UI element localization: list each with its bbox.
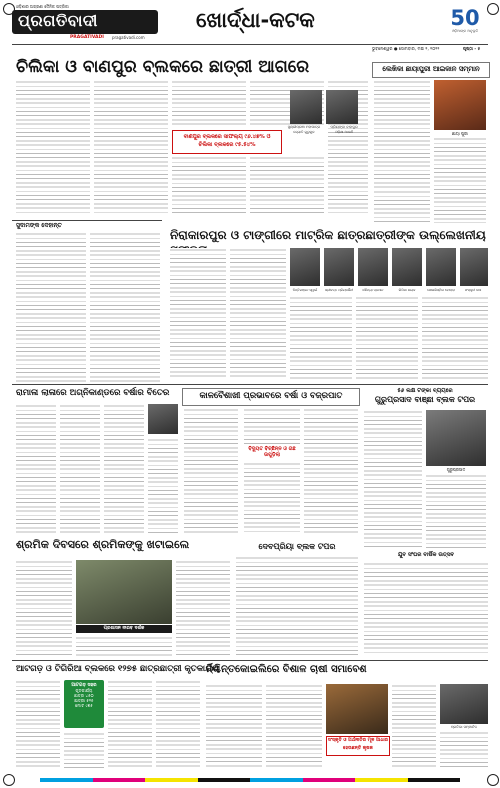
lead-photo-2-subcaption: ଓଡ଼ିଶା ଆଦର୍ଶ: [335, 130, 353, 134]
nirakarpur-body-col5: [422, 296, 488, 380]
lead-body-col3b: [172, 156, 246, 216]
market-headline: ରାମାଳା ଲାଳାରେ ଅଗ୍ନିକାଣ୍ଡରେ ବର୍ଷାର ବିତେର: [16, 388, 170, 398]
logo-text: ପ୍ରଗତିବାଦୀ: [18, 11, 98, 30]
author-body-col1: [374, 80, 430, 188]
lead-photo-2-caption: ପ୍ରିୟଙ୍କା ବାହାଦୁର: [330, 125, 358, 129]
lead-highlight-text: ବାଣପୁର ବ୍ଲକରେ ସାଫଲ୍ୟ ୯୬.୪୭% ଓ ଚିଲିକା ବ୍ଲକରେ ୯୫.୫୪%: [183, 134, 271, 148]
lead-headline: ଚିଲିକା ଓ ବାଣପୁର ବ୍ଲକରେ ଛାତ୍ରୀ ଆଗରେ: [16, 57, 310, 77]
nirakarpur-body-col3: [290, 296, 352, 380]
stats-box: [64, 680, 104, 728]
website: pragativadi.com: [112, 35, 145, 40]
anniversary-number: 50: [450, 6, 480, 30]
student-name-caption: ସଂସ୍କୃତୀ ଦାସ: [464, 288, 482, 292]
farmer-body-col2: [266, 684, 322, 768]
devapriya-body: [236, 556, 358, 656]
dateline: ଭୁବନେଶ୍ୱର ● ସୋମବାର, ମଇ ୨, ୨୦୨୨: [372, 46, 440, 51]
bottom-left-headline: ଆଟଗଡ଼ ଓ ଟିଗିରିଆ ବ୍ଲକରେ ୧୨୭୫ ଛାତ୍ରଛାତ୍ରୀ କୃତକାର୍ଯ୍ୟ: [16, 664, 219, 674]
labour-headline: ଶ୍ରମିକ ଦିବସରେ ଶ୍ରମିକଙ୍କୁ ଖଟାଇଲେ: [16, 538, 190, 551]
lead-body-col3: [172, 80, 246, 128]
labour-caption: ପ୍ରଶାସନ ନୀରବ ଦର୍ଶକ: [103, 626, 145, 631]
color-registration-strip: [40, 778, 460, 782]
storm-subheadline: ବିଦ୍ୟୁତ ବିଚ୍ଛିନ୍ନ ଓ ଗଛ ଉପୁଡ଼ିଲା: [248, 446, 296, 458]
stats-line: କୃତକାର୍ଯ୍ୟ: [75, 688, 93, 693]
short-body-col1: [16, 232, 86, 382]
labour-body-col3: [176, 560, 230, 656]
lead-photo-1-caption: ସୁଶ୍ରୀପ୍ରଜ୍ଞା ମହାପାତ୍ର: [287, 125, 321, 129]
student-name-caption: ଲିପିକା ନାୟକ: [398, 288, 416, 292]
student-photo: [324, 248, 354, 286]
registration-mark: [487, 774, 499, 786]
school-headline-block: [362, 388, 488, 405]
storm-body-col2b: [244, 462, 300, 534]
student-photo: [358, 248, 388, 286]
school-body-col1: [364, 410, 422, 548]
author-body-col2: [434, 137, 486, 223]
stats-box-title: ଆଟଗଡ଼ ସହର: [71, 683, 97, 688]
farmer-body-col1: [206, 684, 262, 768]
nirakarpur-body-col4: [356, 296, 418, 380]
author-photo-caption: ଛାୟା ପୁରୀ: [452, 131, 468, 136]
student-photo: [426, 248, 456, 286]
author-headline: ଲେଖିକା ଛାୟାପୁରୀ ଆଇକାନ ସମ୍ମାନ: [382, 65, 480, 73]
student-name-caption: ଶ୍ରୀଦତ୍ତ ପ୍ରିୟଦର୍ଶିନୀ: [324, 288, 354, 292]
youth-body: [364, 562, 488, 656]
nirakarpur-body-col2: [230, 248, 286, 380]
storm-body-col1: [184, 408, 238, 534]
school-photo: [426, 410, 486, 466]
stats-line: ଛାତ୍ରୀ ୫୨୫: [74, 698, 94, 703]
lead-highlight-box: [172, 130, 282, 154]
farmer-sub-box: [326, 736, 390, 756]
divider: [12, 220, 162, 221]
short-body-col2: [90, 232, 160, 382]
lead-body-col4b: [250, 156, 324, 216]
page-label: ପୃଷ୍ଠା - ୫: [463, 46, 481, 51]
labour-photo: [76, 560, 172, 624]
labour-body-col2: [76, 636, 172, 656]
student-name-caption: ସୋନାଲିସ୍ମିତା ବେହେରା: [427, 288, 455, 292]
storm-body-col2: [244, 408, 300, 444]
market-body-col2: [60, 404, 100, 534]
storm-headline-box: [182, 388, 360, 406]
stats-line: ଛାତ୍ର ୪୫୦: [74, 693, 94, 698]
corner-caption: ପ୍ରତିଭା ସମ୍ମାନିତ: [450, 725, 478, 729]
stats-line: ମୋଟ ୯୭୫: [75, 703, 93, 708]
masthead-rule: [12, 44, 488, 45]
lead-body-col1: [16, 80, 90, 216]
author-body-col1b: [374, 190, 430, 223]
student-photo: [290, 248, 320, 286]
school-headline-small: ୫୬ ଲକ୍ଷ ଟଙ୍କା ବ୍ୟୟରେ: [397, 388, 453, 394]
storm-headline: କାଳବୈଶାଖୀ ପ୍ରଭାବରେ ବର୍ଷା ଓ ବଜ୍ରପାତ: [199, 391, 343, 401]
short-headline: ସୁଦାମଙ୍କ ଦେହାନ୍ତ: [16, 222, 62, 229]
anniversary-logo: [448, 7, 482, 35]
market-body-col4: [148, 438, 178, 534]
storm-body-col3: [304, 408, 358, 534]
lead-body-col2: [94, 80, 168, 216]
labour-caption-bar: [76, 625, 172, 633]
school-headline-large: ଗୁରୁପ୍ରସାଦ ବାଞ୍ଛା ବ୍ଲକ ଟପର: [374, 395, 476, 404]
devapriya-headline: ଦେବପ୍ରିୟା ବ୍ଲକ ଟପର: [258, 542, 336, 551]
registration-mark: [487, 3, 499, 15]
market-body-col1: [16, 404, 56, 534]
author-photo: [434, 80, 486, 130]
school-body-col2: [426, 474, 486, 548]
student-photo: [460, 248, 488, 286]
lead-photo-1: [290, 90, 322, 124]
lead-photo-2: [326, 90, 358, 124]
youth-headline: ଯୁବ ସଂଘର ବାର୍ଷିକ ଉତ୍ସବ: [397, 552, 455, 558]
author-headline-box: [372, 62, 490, 78]
registration-mark: [3, 774, 15, 786]
divider: [12, 384, 488, 385]
edition-title: ଖୋର୍ଦ୍ଧା-କଟକ: [196, 8, 315, 32]
market-photo: [148, 404, 178, 434]
farmer-photo: [326, 684, 388, 734]
lead-photo-1-subcaption: ଜ୍ୟୋତି ଗୁରୁକୁଳ: [293, 130, 315, 134]
corner-body: [440, 731, 488, 768]
market-body-col3: [104, 404, 144, 534]
logo-block: [12, 10, 158, 34]
logo-latin: PRAGATIVADI: [70, 35, 104, 40]
school-photo-caption: ଗୁରୁପ୍ରସାଦ: [446, 467, 466, 472]
bottom-left-body-col3: [108, 680, 152, 768]
student-photo: [392, 248, 422, 286]
bottom-left-body-col4: [156, 680, 200, 768]
divider: [12, 660, 488, 661]
farmer-headline: ନିଶ୍ଚିନ୍ତକୋଇଲିରେ ବିଶାଳ ଚାଷୀ ସମାବେଶ: [206, 664, 367, 675]
farmer-body-col3: [392, 684, 436, 768]
corner-photo: [440, 684, 488, 724]
labour-body-col1: [16, 560, 72, 656]
farmer-subheadline: ସଂସ୍କୃତି ଓ ଅର୍ଥନୀତିର ମୂଳ ଆଧାର ହେଉଛନ୍ତି କୃଷକ: [327, 738, 389, 751]
bottom-left-body-col2: [64, 732, 104, 768]
nirakarpur-body-col1: [170, 248, 226, 380]
anniversary-tagline: ଓଡ଼ିଆଙ୍କ ଅନୁଭୂତି: [451, 29, 479, 33]
nirakarpur-headline: ନିରାକାରପୁର ଓ ଟାଙ୍ଗୀରେ ମାଟ୍ରିକ ଛାତ୍ରଛାତ୍ରୀଙ୍କ ଉଲ୍ଲେଖନୀୟ: [170, 228, 486, 242]
student-name-caption: ଦିପ୍ତିରଞ୍ଜନ ସ୍ୱାଇଁ: [292, 288, 318, 292]
student-name-caption: ସୌମ୍ୟା ପ୍ରଧାନ: [362, 288, 384, 292]
masthead-caption: ଓଡ଼ିଶାର ଅଗ୍ରଣୀ ଦୈନିକ ପତ୍ରିକା: [16, 4, 69, 9]
bottom-left-body-col1: [16, 680, 60, 768]
